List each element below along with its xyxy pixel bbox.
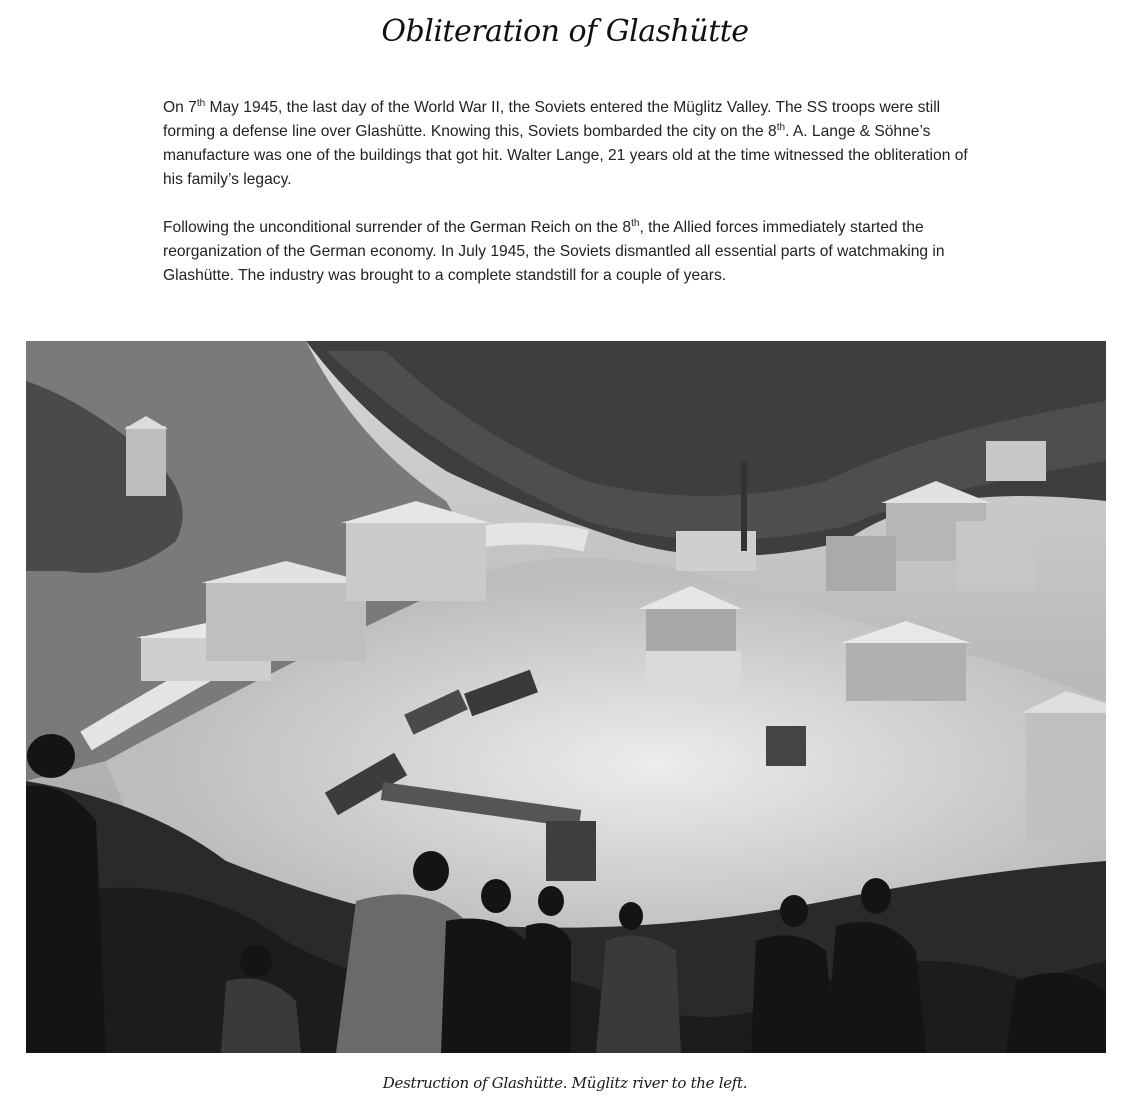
ordinal-suffix: th xyxy=(196,97,206,109)
photo-caption: Destruction of Glashütte. Müglitz river to the left. xyxy=(382,1074,748,1092)
paragraph-1 xyxy=(163,96,983,192)
paragraph-2-part-a: Following the unconditional surrender of the German Reich on the 8 xyxy=(163,219,632,236)
paragraph-2 xyxy=(163,216,983,288)
paragraph-1-part-b: May 1945, the last day of the World War II, the Soviets entered the Müglitz Valley. The SS troops were still forming a defense line over Glashütte. Knowing this, Soviets bombarded the city on the 8 xyxy=(163,99,941,140)
ordinal-suffix: th xyxy=(631,217,640,229)
ordinal-suffix: th xyxy=(776,121,786,133)
paragraph-1-part-a: On 7 xyxy=(163,99,197,116)
photo-illustration xyxy=(26,341,1106,1053)
article-title: Obliteration of Glashütte xyxy=(381,14,749,49)
paragraph-2-part-b: , the Allied forces immediately started the reorganization of the German economy. In July 1945, the Soviets dismantled all essential parts of watchmaking in Glashütte. The industry was brought to a complete standstill for a couple of years. xyxy=(163,219,945,284)
article-body xyxy=(163,96,983,312)
paragraph-1-part-c: . A. Lange & Söhne’s manufacture was one of the buildings that got hit. Walter Lange, 21 years old at the time witnessed the obliteration of his family’s legacy. xyxy=(163,123,968,188)
historical-photo xyxy=(26,341,1106,1053)
